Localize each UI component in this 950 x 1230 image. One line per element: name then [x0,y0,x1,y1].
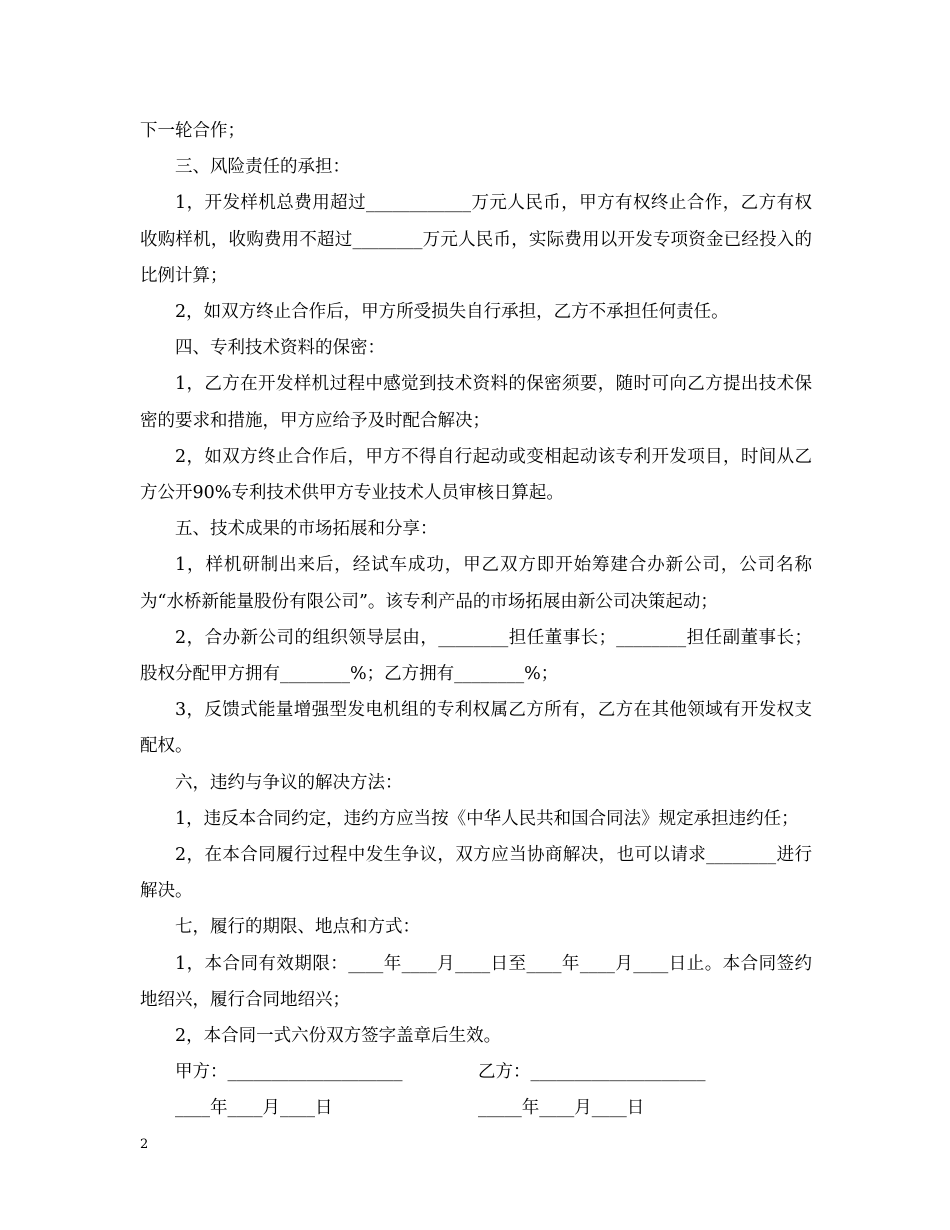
paragraph-dispute-2: 2，在本合同履行过程中发生争议，双方应当协商解决，也可以请求________进行解决。 [140,845,812,902]
signature-date-row [140,1090,812,1126]
party-a-signature-line: 甲方：____________________ [175,1062,403,1083]
section-heading-risk: 三、风险责任的承担： [175,157,350,178]
paragraph-dispute-1: 1，违反本合同约定，违约方应当按《中华人民共和国合同法》规定承担违约任； [175,808,799,829]
section-heading-market: 五、技术成果的市场拓展和分享： [175,519,438,540]
document-body [140,113,812,1127]
party-b-signature-line: 乙方：____________________ [478,1062,706,1083]
party-b-date-line: _____年____月____日 [478,1098,645,1119]
section-heading-dispute: 六，违约与争议的解决方法： [175,772,403,793]
section-heading-confidentiality: 四、专利技术资料的保密： [175,338,385,359]
page-number: 2 [140,1137,149,1152]
paragraph-term-2: 2，本合同一式六份双方签字盖章后生效。 [175,1026,502,1047]
signature-row [140,1054,812,1090]
paragraph-continuation: 下一轮合作； [140,121,245,141]
paragraph-risk-2: 2，如双方终止合作后，甲方所受损失自行承担，乙方不承担任何责任。 [175,302,729,323]
section-heading-term: 七，履行的期限、地点和方式： [175,917,420,938]
party-a-date-line: ____年____月____日 [175,1098,333,1119]
paragraph-confidentiality-1: 1，乙方在开发样机过程中感觉到技术资料的保密须要，随时可向乙方提出技术保密的要求和措施，甲方应给予及时配合解决； [140,374,812,431]
paragraph-market-3: 3，反馈式能量增强型发电机组的专利权属乙方所有，乙方在其他领域有开发权支配权。 [140,700,812,757]
paragraph-market-1: 1，样机研制出来后，经试车成功，甲乙双方即开始筹建合办新公司，公司名称为“水桥新能量股份有限公司”。该专利产品的市场拓展由新公司决策起动； [140,555,812,612]
paragraph-risk-1: 1，开发样机总费用超过____________万元人民币，甲方有权终止合作，乙方有权收购样机，收购费用不超过________万元人民币，实际费用以开发专项资金已经投入的比例计算； [140,193,812,286]
paragraph-confidentiality-2: 2，如双方终止合作后，甲方不得自行起动或变相起动该专利开发项目，时间从乙方公开90%专利技术供甲方专业技术人员审核日算起。 [140,446,812,504]
paragraph-market-2: 2，合办新公司的组织领导层由，________担任董事长；________担任副董事长；股权分配甲方拥有________%；乙方拥有________%； [140,627,812,685]
paragraph-term-1: 1，本合同有效期限：____年____月____日至____年____月____日止。本合同签约地绍兴，履行合同地绍兴； [140,953,812,1010]
